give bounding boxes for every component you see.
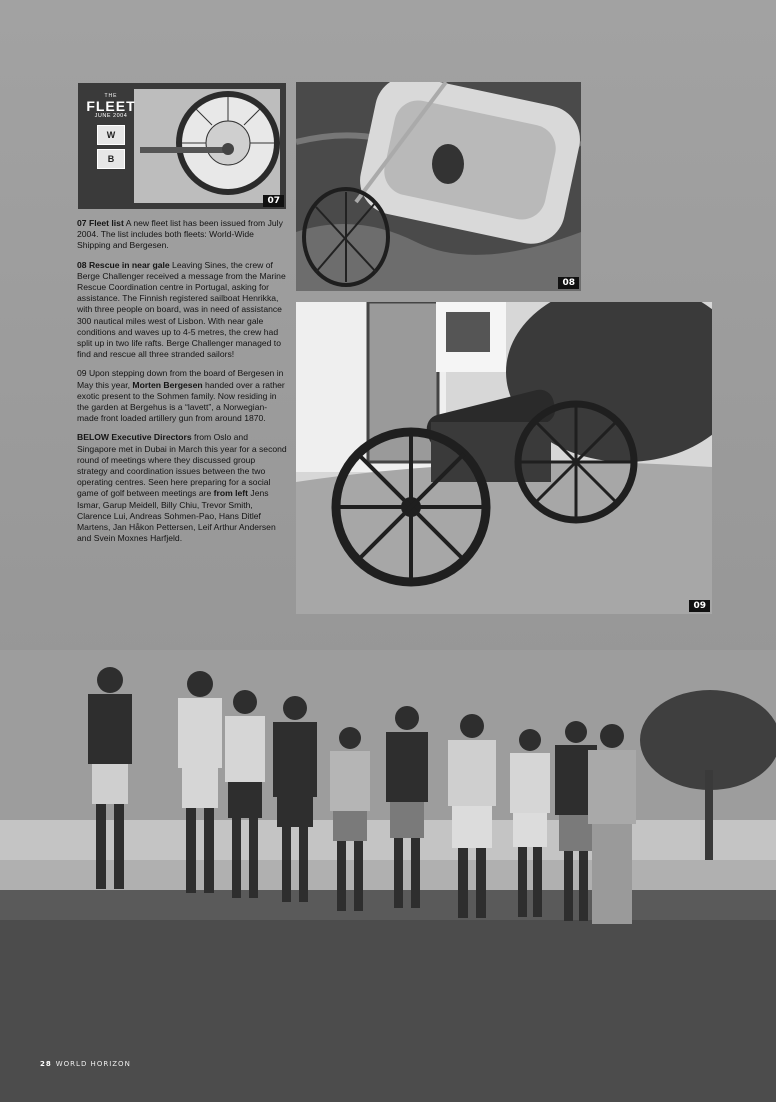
caption-below-lead: BELOW [77,432,109,443]
golf-group-graphic [0,650,776,1102]
page-footer [40,1060,131,1068]
caption-08-label: 08 Rescue in near gale [77,259,170,270]
caption-07 [77,218,287,252]
caption-07-text: A new fleet list has been issued from July 2004. The list includes both fleets: World-Wide Shipping and Bergesen. [77,218,283,251]
fleet-cover-date: JUNE 2004 [94,113,128,119]
cannon-photo [296,302,712,614]
bergesen-flag-icon: B [97,149,125,169]
artillery-gun-graphic [296,302,712,614]
figure-number-07: 07 [263,195,284,207]
life-raft-rescue-graphic [296,82,581,291]
caption-below-text2: Jens Ismar, Garup Meidell, Billy Chiu, Trevor Smith, Clarence Lui, Andreas Sohmen-Pao, Hans Ditlef Martens, Jan Håkon Pettersen, Leif Arthur Andersen and Svein Moxnes Harfjeld. [77,488,276,544]
caption-08-text: Leaving Sines, the crew of Berge Challenger received a message from the Marine Rescue Coordination centre in Portugal, asking for assistance. The Finnish registered sailboat Henrikka, with three people on board, was in need of assistance 300 nautical miles west of Lisbon. With near gale conditions and waves up to 4-5 metres, the crew had split up in two life rafts. Berge Challenger managed to find and rescue all three stranded sailors! [77,259,286,360]
caption-column [77,218,287,552]
fleet-list-cover-image [78,83,286,209]
caption-below [77,432,287,544]
page-number: 28 [40,1060,52,1068]
fleet-cover-panel [86,93,136,173]
caption-08 [77,260,287,361]
rescue-photo [296,82,581,291]
executive-directors-group-photo [0,650,776,1102]
publication-name: WORLD HORIZON [55,1060,131,1068]
caption-below-from-left: from left [213,488,249,499]
caption-09-post: handed over a rather exotic present to the Sohmen family. Now residing in the garden at Bergehus is a “lavett”, a Norwegian-made front loaded artillery gun from around 1870. [77,379,285,424]
fleet-cover-the: THE [104,93,118,99]
caption-below-label: Executive Directors [108,432,192,443]
fleet-cover-title: FLEET [86,98,136,114]
figure-number-09: 09 [689,600,710,612]
caption-09-pre: 09 Upon stepping down from the board of Bergesen in May this year, [77,368,284,390]
wws-flag-icon: W [97,125,125,145]
caption-07-label: 07 Fleet list [77,218,124,228]
caption-below-text1: from Oslo and Singapore met in Dubai in March this year for a second round of meetings where they discussed group strategy and coordination issues between the two operating centres. Seen here preparing for a social game of golf between meetings are [77,432,287,499]
figure-number-08: 08 [558,277,579,289]
caption-09-name: Morten Bergesen [132,379,203,390]
caption-09 [77,368,287,424]
